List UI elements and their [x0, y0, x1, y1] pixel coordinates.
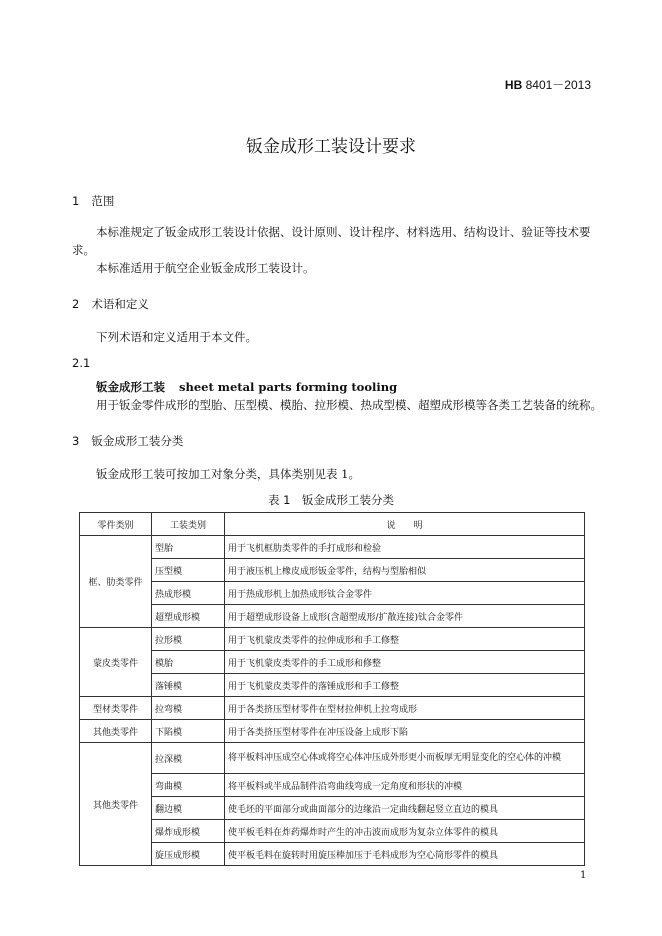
- section-title: 范围: [91, 194, 115, 208]
- table-row: [80, 582, 585, 605]
- classification-table: [79, 512, 585, 866]
- term-entry: [96, 379, 397, 396]
- section-title: 钣金成形工装分类: [91, 434, 184, 448]
- table-row: [80, 743, 585, 774]
- standard-number: [420, 76, 591, 93]
- section-number: 3: [72, 434, 80, 448]
- section-number: 1: [72, 194, 80, 208]
- section-2-heading: [72, 296, 149, 312]
- tool-cell: 热成形模: [152, 582, 225, 605]
- table-row: [80, 843, 585, 866]
- tool-cell: 模胎: [152, 651, 225, 674]
- description-cell: 使平板毛料在旋转时用旋压棒加压于毛料成形为空心筒形零件的模具: [225, 843, 585, 866]
- tool-cell: 拉形模: [152, 628, 225, 651]
- description-cell: 用于飞机蒙皮类零件的拉伸成形和手工修整: [225, 628, 585, 651]
- scope-paragraph-2: 本标准适用于航空企业钣金成形工装设计。: [96, 261, 315, 275]
- description-cell: 用于飞机框肋类零件的手打成形和检验: [225, 536, 585, 559]
- table-row: [80, 605, 585, 628]
- scope-paragraph-1-line-1: 本标准规定了钣金成形工装设计依据、设计原则、设计程序、材料选用、结构设计、验证等技术要: [96, 225, 591, 239]
- section-1-heading: [72, 193, 114, 209]
- header-tool-category: 工装类别: [152, 513, 225, 536]
- table-row: [80, 774, 585, 797]
- description-cell: 用于超塑成形设备上成形(含超塑成形/扩散连接)钛合金零件: [225, 605, 585, 628]
- header-part-category: 零件类别: [80, 513, 152, 536]
- standard-prefix: HB: [504, 78, 523, 92]
- category-cell: 蒙皮类零件: [80, 628, 152, 697]
- table-row: [80, 559, 585, 582]
- table-caption: 表 1 钣金成形工装分类: [268, 493, 394, 507]
- term-definition: 用于钣金零件成形的型胎、压型模、模胎、拉形模、热成型模、超塑成形模等各类工艺装备的统称。: [96, 398, 602, 412]
- header-description: 说 明: [225, 513, 585, 536]
- tool-cell: 压型模: [152, 559, 225, 582]
- page-number: 1: [580, 870, 587, 881]
- scope-paragraph-1-line-2: 求。: [72, 243, 95, 257]
- tool-cell: 拉深模: [152, 743, 225, 774]
- table-row: [80, 651, 585, 674]
- description-cell: 将平板料冲压成空心体或将空心体冲压成外形更小而板厚无明显变化的空心体的冲模: [225, 743, 585, 774]
- description-cell: 用于各类挤压型材零件在型材拉伸机上拉弯成形: [225, 697, 585, 720]
- table-row: [80, 820, 585, 843]
- table-row: [80, 697, 585, 720]
- table-header-row: [80, 513, 585, 536]
- table-row: [80, 797, 585, 820]
- tool-cell: 拉弯模: [152, 697, 225, 720]
- category-cell: 框、肋类零件: [80, 536, 152, 628]
- section-3-heading: [72, 433, 183, 449]
- table-row: [80, 536, 585, 559]
- table-row: [80, 674, 585, 697]
- description-cell: 用于液压机上橡皮成形钣金零件，结构与型胎相似: [225, 559, 585, 582]
- section-title: 术语和定义: [91, 297, 149, 311]
- description-cell: 使毛坯的平面部分或曲面部分的边缘沿一定曲线翻起竖立直边的模具: [225, 797, 585, 820]
- table-row: [80, 628, 585, 651]
- description-cell: 用于各类挤压型材零件在冲压设备上成形下陷: [225, 720, 585, 743]
- tool-cell: 超塑成形模: [152, 605, 225, 628]
- section-number: 2: [72, 297, 80, 311]
- description-cell: 将平板料或半成品制件沿弯曲线弯成一定角度和形状的冲模: [225, 774, 585, 797]
- standard-code: 8401－2013: [522, 78, 591, 92]
- category-cell: 其他类零件: [80, 720, 152, 743]
- tool-cell: 下陷模: [152, 720, 225, 743]
- term-english: sheet metal parts forming tooling: [179, 380, 398, 394]
- tool-cell: 型胎: [152, 536, 225, 559]
- tool-cell: 落锤模: [152, 674, 225, 697]
- category-cell: 型材类零件: [80, 697, 152, 720]
- tool-cell: 弯曲模: [152, 774, 225, 797]
- table-row: [80, 720, 585, 743]
- term-chinese: 钣金成形工装: [96, 380, 165, 394]
- description-cell: 使平板毛料在炸药爆炸时产生的冲击波而成形为复杂立体零件的模具: [225, 820, 585, 843]
- tool-cell: 旋压成形模: [152, 843, 225, 866]
- tool-cell: 爆炸成形模: [152, 820, 225, 843]
- description-cell: 用于热成形机上加热成形钛合金零件: [225, 582, 585, 605]
- tool-cell: 翻边模: [152, 797, 225, 820]
- description-cell: 用于飞机蒙皮类零件的落锤成形和手工修整: [225, 674, 585, 697]
- page-title: 钣金成形工装设计要求: [246, 137, 416, 157]
- terms-intro: 下列术语和定义适用于本文件。: [96, 330, 257, 344]
- subsection-number: 2.1: [72, 356, 91, 370]
- category-cell: 其他类零件: [80, 743, 152, 866]
- description-cell: 用于飞机蒙皮类零件的手工成形和修整: [225, 651, 585, 674]
- classify-intro: 钣金成形工装可按加工对象分类，具体类别见表 1。: [96, 467, 360, 481]
